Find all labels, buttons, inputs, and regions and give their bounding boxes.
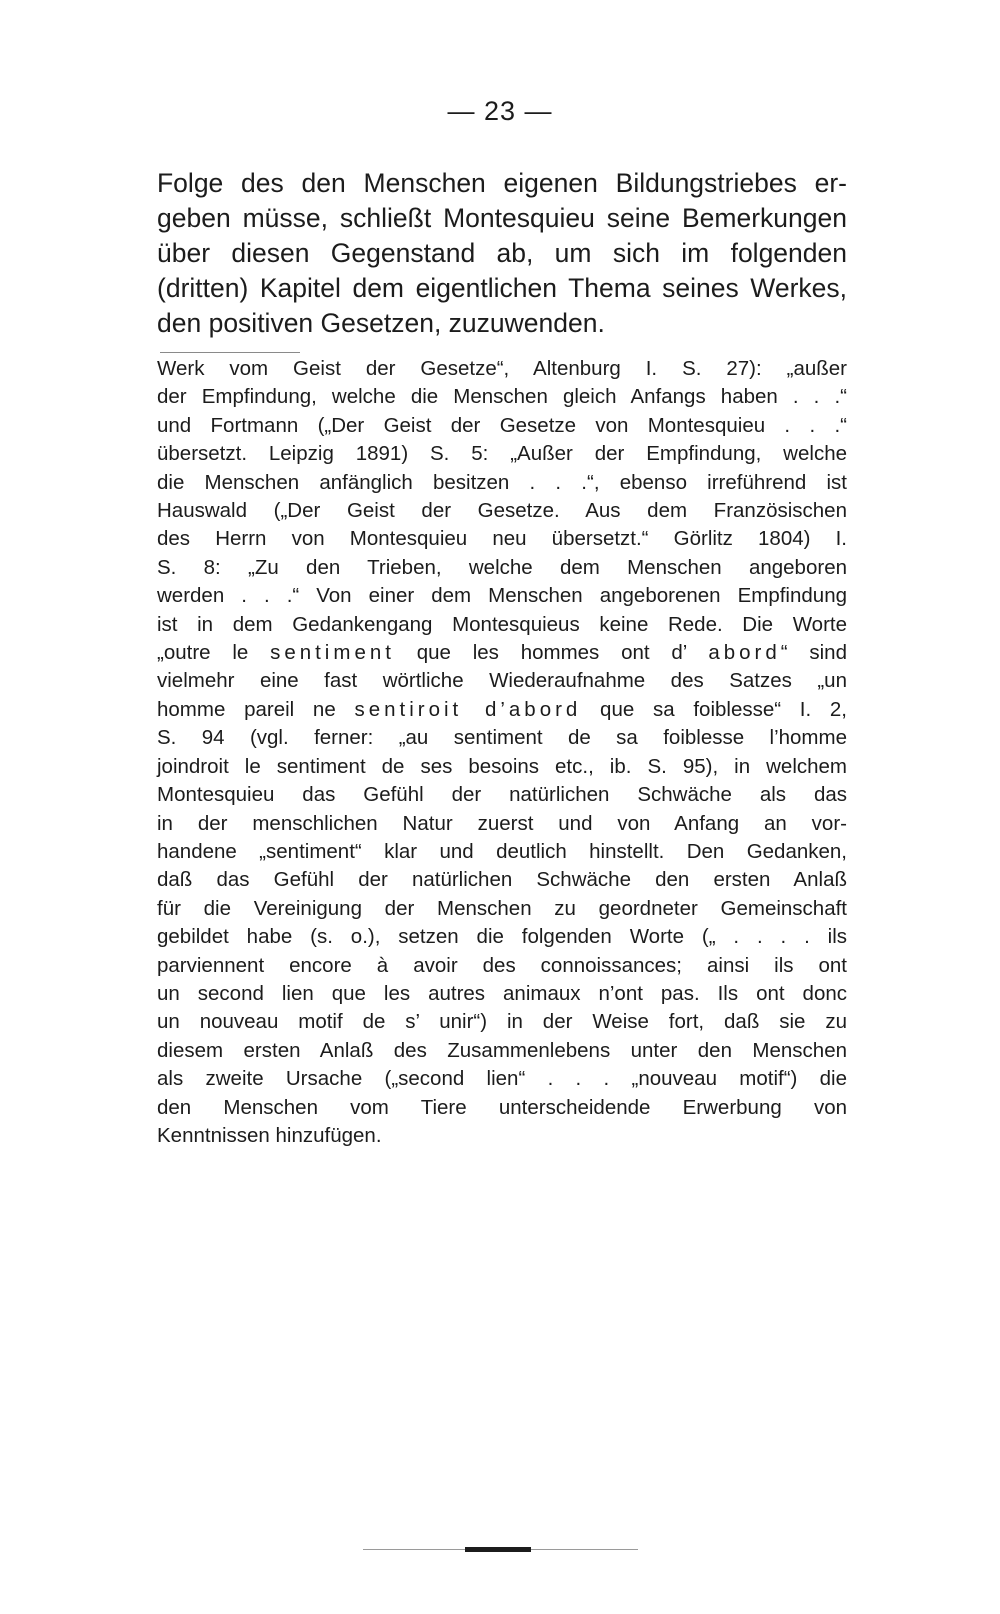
- footnote-line: ist in dem Gedankengang Montesquieus keine Rede. Die Worte: [157, 612, 847, 636]
- footnote-line: parviennent encore à avoir des connoissances; ainsi ils ont: [157, 953, 847, 977]
- footnote-line: Montesquieu das Gefühl der natürlichen Schwäche als das: [157, 783, 847, 807]
- footnote-separator: [160, 352, 300, 353]
- main-text-line: (dritten) Kapitel dem eigentlichen Thema seines Werkes,: [157, 273, 847, 303]
- footnote-line: in der menschlichen Natur zuerst und von Anfang an vor-: [157, 811, 847, 835]
- footnote-line: gebildet habe (s. o.), setzen die folgenden Worte („ . . . . ils: [157, 925, 847, 949]
- footnote-line: vielmehr eine fast wörtliche Wiederaufnahme des Satzes „un: [157, 669, 847, 693]
- end-ornament-thick-rule: [465, 1547, 531, 1552]
- end-ornament: [363, 1546, 638, 1552]
- footnote-line: übersetzt. Leipzig 1891) S. 5: „Außer der Empfindung, welche: [157, 442, 847, 466]
- footnote-line: [157, 639, 847, 667]
- footnote-line: handene „sentiment“ klar und deutlich hinstellt. Den Gedanken,: [157, 839, 847, 863]
- footnote-line: für die Vereinigung der Menschen zu geordneter Gemeinschaft: [157, 896, 847, 920]
- footnote-line: joindroit le sentiment de ses besoins etc., ib. S. 95), in welchem: [157, 754, 847, 778]
- footnote-line: als zweite Ursache („second lien“ . . . „nouveau motif“) die: [157, 1067, 847, 1091]
- footnote-line: diesem ersten Anlaß des Zusammenlebens unter den Menschen: [157, 1038, 847, 1062]
- footnote-line: un second lien que les autres animaux n’ont pas. Ils ont donc: [157, 981, 847, 1005]
- footnote-text: que les hommes ont d’: [394, 641, 709, 665]
- footnote-text: que sa foiblesse“ I. 2,: [581, 697, 847, 721]
- main-text-line: über diesen Gegenstand ab, um sich im folgenden: [157, 238, 847, 268]
- footnote-line: S. 94 (vgl. ferner: „au sentiment de sa foiblesse l’homme: [157, 726, 847, 750]
- footnote-line: [157, 696, 847, 724]
- main-text-line: geben müsse, schließt Montesquieu seine Bemerkungen: [157, 203, 847, 233]
- footnote-line: Kenntnissen hinzufügen.: [157, 1123, 382, 1147]
- main-text-line: Folge des den Menschen eigenen Bildungstriebes er-: [157, 168, 847, 198]
- footnote-text: homme pareil ne: [157, 697, 355, 721]
- main-text-line: den positiven Gesetzen, zuzuwenden.: [157, 308, 605, 338]
- spaced-emphasis: sentiment: [270, 641, 395, 665]
- footnote-line: daß das Gefühl der natürlichen Schwäche den ersten Anlaß: [157, 868, 847, 892]
- footnote-line: die Menschen anfänglich besitzen . . .“, ebenso irreführend ist: [157, 470, 847, 494]
- footnote: [157, 355, 847, 1150]
- spaced-emphasis: sentiroit d’abord: [354, 697, 582, 721]
- footnote-line: Werk vom Geist der Gesetze“, Altenburg I. S. 27): „außer: [157, 357, 847, 380]
- footnote-line: Hauswald („Der Geist der Gesetze. Aus dem Französischen: [157, 499, 847, 523]
- footnote-line: S. 8: „Zu den Trieben, welche dem Menschen angeboren: [157, 555, 847, 579]
- footnote-line: werden . . .“ Von einer dem Menschen angeborenen Empfindung: [157, 584, 847, 608]
- footnote-line: des Herrn von Montesquieu neu übersetzt.“ Görlitz 1804) I.: [157, 527, 847, 551]
- footnote-line: un nouveau motif de s’ unir“) in der Weise fort, daß sie zu: [157, 1010, 847, 1034]
- footnote-line: der Empfindung, welche die Menschen gleich Anfangs haben . . .“: [157, 385, 847, 409]
- spaced-emphasis: abord: [708, 641, 781, 665]
- footnote-text: „outre le: [157, 641, 271, 665]
- main-text: [157, 166, 847, 341]
- page-number: — 23 —: [447, 96, 553, 126]
- footnote-line: den Menschen vom Tiere unterscheidende Erwerbung von: [157, 1095, 847, 1119]
- footnote-text: “ sind: [780, 641, 847, 665]
- footnote-line: und Fortmann („Der Geist der Gesetze von Montesquieu . . .“: [157, 413, 847, 437]
